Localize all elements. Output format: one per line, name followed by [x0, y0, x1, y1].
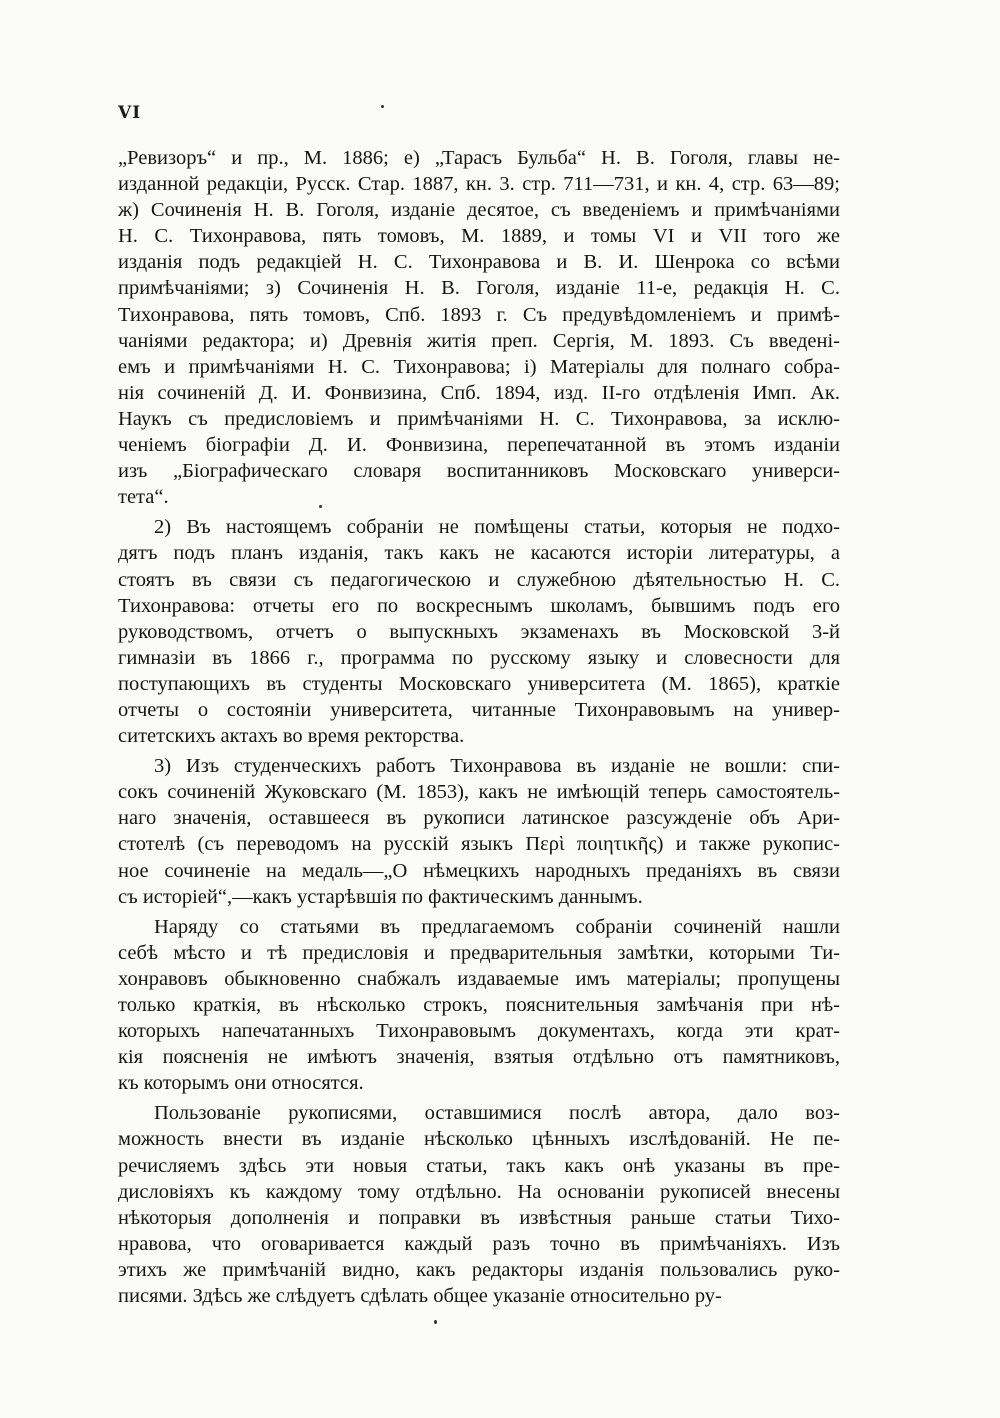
text-line: этихъ же примѣчаній видно, какъ редакторы изданія пользовались руко-	[118, 1258, 840, 1281]
text-line: гимназіи въ 1866 г., программа по русскому языку и словесности для	[118, 646, 840, 669]
paragraph	[118, 514, 840, 749]
text-line: хонравовъ обыкновенно снабжалъ издаваемые имъ матеріалы; пропущены	[118, 967, 840, 990]
text-line: „Ревизоръ“ и пр., М. 1886; е) „Тарасъ Бульба“ Н. В. Гоголя, главы не-	[118, 147, 840, 169]
text-line: сокъ сочиненій Жуковскаго (М. 1853), какъ не имѣющій теперь самостоятель-	[118, 781, 840, 804]
text-line: Тихонравова: отчеты его по воскреснымъ школамъ, бывшимъ подъ его	[118, 594, 840, 617]
text-line: поступающихъ въ студенты Московскаго университета (М. 1865), краткіе	[118, 672, 840, 695]
paragraph	[118, 1100, 840, 1309]
text-line: кія поясненія не имѣютъ значенія, взятыя отдѣльно отъ памятниковъ,	[118, 1046, 840, 1069]
text-line: ситетскихъ актахъ во время ректорства.	[118, 725, 465, 748]
print-speck	[381, 105, 384, 108]
text-line: нія сочиненій Д. И. Фонвизина, Спб. 1894, изд. II-го отдѣленія Имп. Ак.	[118, 381, 840, 404]
text-line: съ исторіей“,—какъ устарѣвшія по фактическимъ даннымъ.	[118, 885, 643, 908]
text-line: Наряду со статьями въ предлагаемомъ собраніи сочиненій нашли	[154, 915, 840, 938]
text-line: Н. С. Тихонравова, пять томовъ, М. 1889, и томы VI и VII того же	[118, 225, 840, 248]
paragraph	[118, 914, 840, 1097]
text-line: стотелѣ (съ переводомъ на русскій языкъ Περὶ ποιητικῆς) и также рукопис-	[118, 833, 840, 856]
text-line: нравова, что оговаривается каждый разъ точно въ примѣчаніяхъ. Изъ	[118, 1232, 840, 1255]
text-line: Наукъ съ предисловіемъ и примѣчаніями Н. С. Тихонравова, за исклю-	[118, 407, 840, 430]
text-line: писями. Здѣсь же слѣдуетъ сдѣлать общее указаніе относительно ру-	[118, 1285, 722, 1308]
text-line: примѣчаніями; з) Сочиненія Н. В. Гоголя, изданіе 11-е, редакція Н. С.	[118, 277, 840, 300]
text-line: только краткія, въ нѣсколько строкъ, пояснительныя замѣчанія при нѣ-	[118, 994, 840, 1016]
text-line: Тихонравова, пять томовъ, Спб. 1893 г. Съ предувѣдомленіемъ и примѣ-	[118, 303, 840, 326]
text-line: ченіемъ біографіи Д. И. Фонвизина, перепечатанной въ этомъ изданіи	[118, 434, 840, 457]
text-line: речисляемъ здѣсь эти новыя статьи, такъ какъ онѣ указаны въ пре-	[118, 1154, 840, 1177]
text-line: можность внести въ изданіе нѣсколько цѣнныхъ изслѣдованій. Не пе-	[118, 1128, 840, 1151]
text-line: стоятъ въ связи съ педагогическою и служебною дѣятельностью Н. С.	[118, 568, 840, 591]
text-line: отчеты о состояніи университета, читанные Тихонравовымъ на универ-	[118, 698, 840, 721]
text-line: которыхъ напечатанныхъ Тихонравовымъ документахъ, когда эти крат-	[118, 1020, 840, 1043]
text-line: Пользованіе рукописями, оставшимися послѣ автора, дало воз-	[154, 1102, 840, 1125]
text-line: чаніями редактора; и) Древнія житія преп. Сергія, М. 1893. Съ введені-	[118, 329, 840, 352]
text-line: дисловіяхъ къ каждому тому отдѣльно. На основаніи рукописей внесены	[118, 1180, 840, 1203]
print-speck	[434, 1320, 437, 1324]
text-line: 2) Въ настоящемъ собраніи не помѣщены статьи, которыя не подхо-	[154, 516, 840, 539]
text-line: тета“.	[118, 486, 169, 509]
text-line: 3) Изъ студенческихъ работъ Тихонравова въ изданіе не вошли: спи-	[154, 755, 840, 778]
page-number: VI	[118, 103, 142, 123]
text-line: изъ „Біографическаго словаря воспитанниковъ Московскаго универси-	[118, 460, 840, 483]
text-line: нѣкоторыя дополненія и поправки въ извѣстныя раньше статьи Тихо-	[118, 1206, 840, 1229]
body-text	[118, 145, 840, 1309]
paragraph	[118, 145, 840, 510]
text-line: себѣ мѣсто и тѣ предисловія и предварительныя замѣтки, которыми Ти-	[118, 941, 840, 964]
text-line: изданія подъ редакціей Н. С. Тихонравова и В. И. Шенрока со всѣми	[118, 251, 840, 274]
text-line: ное сочиненіе на медаль—„О нѣмецкихъ народныхъ преданіяхъ въ связи	[118, 859, 840, 882]
text-line: наго значенія, оставшееся въ рукописи латинское разсужденіе объ Ари-	[118, 807, 840, 830]
text-line: руководствомъ, отчетъ о выпускныхъ экзаменахъ въ Московской 3-й	[118, 620, 840, 643]
text-line: емъ и примѣчаніями Н. С. Тихонравова; і) Матеріалы для полнаго собра-	[118, 355, 840, 378]
text-line: дятъ подъ планъ изданія, такъ какъ не касаются исторіи литературы, а	[118, 542, 840, 565]
paragraph	[118, 753, 840, 910]
text-line: изданной редакціи, Русск. Стар. 1887, кн. 3. стр. 711—731, и кн. 4, стр. 63—89;	[118, 173, 840, 196]
text-line: ж) Сочиненія Н. В. Гоголя, изданіе десятое, съ введеніемъ и примѣчаніями	[118, 199, 840, 222]
text-line: къ которымъ они относятся.	[118, 1072, 364, 1095]
